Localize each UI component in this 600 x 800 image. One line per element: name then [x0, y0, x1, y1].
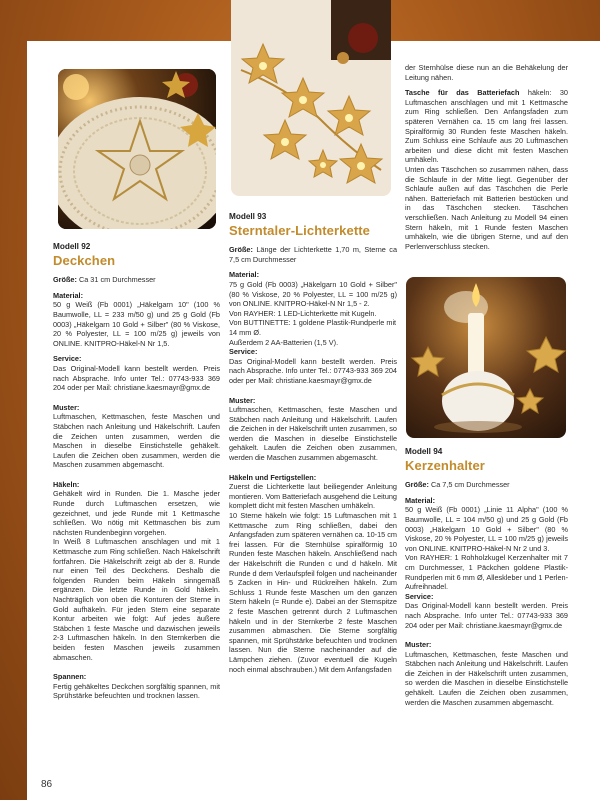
- model-94-material-1: 50 g Weiß (Fb 0001) „Linie 11 Alpha" (100 % Baumwolle, LL = 104 m/50 g) und 25 g Gold (Fb 0003) „Häkelgarn 10 Gold + Silber" (80 % Viskose, 20 % Polyester, LL = 100 m/25 g) jeweils von ONLINE. KNITPRO-Häkel-N Nr 2 und 3.: [405, 505, 568, 553]
- model-92-material: 50 g Weiß (Fb 0001) „Häkelgarn 10" (100 % Baumwolle, LL = 233 m/50 g) und 25 g Gold (Fb 0003) „Häkelgarn 10 Gold + Silber" (80 % Viskose, 20 % Polyester, LL = 100 m/25 g) jeweils von ONLINE. KNITPRO-Häkel-N Nr 1,5.: [53, 300, 220, 348]
- model-93-size: Größe: Länge der Lichterkette 1,70 m, Sterne ca 7,5 cm Durchmesser: [229, 245, 397, 264]
- model-92-haekeln-label: Häkeln:: [53, 479, 80, 489]
- model-92-material-label: Material:: [53, 290, 84, 300]
- column-model-94-body: [405, 447, 568, 713]
- col3-tasche-2: Unten das Täschchen so zusammen nähen, dass die Schlaufe in der Mitte liegt. Gegenüber der Schlaufe außen auf das Täschchen die Perle nähen. Batteriefach mit Batterien bestücken und in das Täschchen stecken. Täschchen verschließen. Nach Anleitung zu Modell 94 einen Stern häkeln, mit 1 Runde festen Maschen umhäkeln, wie die übrigen Sterne, und auf den Perlenverschluss stecken.: [405, 164, 568, 251]
- model-93-fertig-2: 10 Sterne häkeln wie folgt: 15 Luftmaschen mit 1 Kettmasche zum Ring schließen, dabei den Anfangsfaden zum späteren vernähen ca. 10-15 cm frei lassen. Für die Sternhülse spiralförmig 10 Runden feste Maschen häkeln. Anschließend nach der Häkelschrift die Runden c und d häkeln. Mit Runde d dem Verlaufspfeil folgen und nacheinander 5 Zacken in Hin- und Rückreihen häkeln. Zum Schluss 1 Runde feste Maschen um den ganzen Stern häkeln (= Runde e). Dabei an der Sternspitze 2 feste Maschen getrennt durch 2 Luftmaschen häkeln und in der Sternkerbe 2 feste Maschen zusammen abmaschen. Die Sterne sorgfältig spannen, mit Sprühstärke befeuchten und trocknen lassen. Nun die Sterne nacheinander auf die Lämpchen ziehen. (Zuvor eventuell die Kugeln noch einmal abschrauben.) Mit dem Anfangsfaden: [229, 511, 397, 674]
- model-93-title: Sterntaler-Lichterkette: [229, 222, 371, 238]
- model-93-service: Das Original-Modell kann bestellt werden. Preis nach Absprache. Info unter Tel.: 07743-933 369 204 oder per Mail: christiane.kaesmayr@gmx.de: [229, 356, 397, 385]
- page-number: 86: [41, 779, 53, 790]
- model-94-service-label: Service:: [405, 591, 434, 601]
- model-94-material-label: Material:: [405, 495, 436, 505]
- model-92-spannen-label: Spannen:: [53, 672, 87, 682]
- model-94-size: Größe: Ca 7,5 cm Durchmesser: [405, 480, 510, 490]
- candle-photo: [406, 277, 566, 438]
- model-93-label: Modell 93: [229, 212, 267, 221]
- model-92-haekeln-2: In Weiß 8 Luftmaschen anschlagen und mit 1 Kettmasche zum Ring schließen. Nach Häkelschrift fortfahren. Die Häkelschrift zeigt ab der 8. Runde nur einen Teil des Deckchens. Deshalb die folgenden Runden beim Häkeln sinngemäß ergänzen. Die letzte Runde in Gold häkeln. Nachträglich von oben die Konturen der Sterne in Gold aufhäkeln. Für jeden Stern eine separate Kontur arbeiten wie folgt: Auf jedes äußere Stäbchen 1 feste Masche und dazwischen jeweils 2-3 Luftmaschen häkeln. In den Sternkerben die beiden festen Maschen jeweils zusammen abmaschen.: [53, 537, 220, 662]
- site-watermark: PassionForum.ru: [516, 783, 596, 795]
- model-94-title: Kerzenhalter: [405, 457, 485, 473]
- candle-image: [406, 277, 566, 438]
- col3-continuation: der Sternhülse diese nun an die Behäkelung der Leitung nähen.: [405, 63, 568, 82]
- doily-photo: [58, 69, 216, 229]
- model-93-material-3: Von BUTTINETTE: 1 goldene Plastik-Rundperle mit 14 mm Ø.: [229, 318, 397, 337]
- column-model-92: [53, 242, 220, 707]
- model-93-service-label: Service:: [229, 347, 258, 357]
- model-92-muster: Luftmaschen, Kettmaschen, feste Maschen und Stäbchen nach Anleitung und Häkelschrift. Laufen die Zeichen unten zusammen, werden die Maschen in dieselbe Einstichstelle gehäkelt. Laufen die Zeichen oben zusammen, werden die Maschen zusammen abgemascht.: [53, 412, 220, 470]
- model-92-label: Modell 92: [53, 242, 91, 251]
- garland-photo: [231, 0, 391, 196]
- model-93-material-4: Außerdem 2 AA-Batterien (1,5 V).: [229, 337, 339, 347]
- model-93-material-1: 75 g Gold (Fb 0003) „Häkelgarn 10 Gold + Silber" (80 % Viskose, 20 % Polyester, LL = 100 m/25 g) von ONLINE. KNITPRO-Häkel-N Nr 1,5 - 2.: [229, 279, 397, 309]
- model-92-spannen: Fertig gehäkeltes Deckchen sorgfältig spannen, mit Sprühstärke befeuchten und trocknen lassen.: [53, 681, 220, 701]
- model-94-material-2: Von RAYHER: 1 Rohholzkugel Kerzenhalter mit 7 cm Durchmesser, 1 Päckchen goldene Plastik-Rundperlen mit 6 mm Ø, Alleskleber und 1 Perlen-Aufreihnadel.: [405, 553, 568, 592]
- model-92-size: Größe: Ca 31 cm Durchmesser: [53, 275, 156, 285]
- garland-image: [231, 0, 391, 196]
- model-94-muster: Luftmaschen, Kettmaschen, feste Maschen und Stäbchen nach Anleitung und Häkelschrift. Laufen die Zeichen in der Häkelschrift unten zusammen, so werden die Maschen in dieselbe Einstichstelle gehäkelt. Laufen die Zeichen oben zusammen, werden die Maschen zusammen abgemascht.: [405, 649, 568, 707]
- model-94-label: Modell 94: [405, 447, 443, 456]
- model-92-title: Deckchen: [53, 252, 116, 268]
- model-92-haekeln-1: Gehäkelt wird in Runden. Die 1. Masche jeder Runde durch Luftmaschen ersetzen, wie gezeichnet, und jede Runde mit 1 Kettmasche schließen. Wo nötig mit Kettmaschen bis zum nächsten Rundenbeginn vorgehen.: [53, 489, 220, 537]
- model-93-fertig-1: Zuerst die Lichterkette laut beiliegender Anleitung montieren. Vom Batteriefach ausgehend die Leitung komplett dicht mit festen Maschen umhäkeln.: [229, 482, 397, 511]
- col3-tasche: Tasche für das Batteriefach häkeln: 30 Luftmaschen anschlagen und mit 1 Kettmasche zum Ring schließen. Den Anfangsfaden zum späteren Vernähen ca. 15 cm lang frei lassen. Spiralförmig 30 Runden feste Maschen häkeln. Zum Schluss eine Schlaufe aus 20 Luftmaschen arbeiten und diese dicht mit festen Maschen umhäkeln.: [405, 88, 568, 165]
- model-92-muster-label: Muster:: [53, 402, 80, 412]
- model-93-material-2: Von RAYHER: 1 LED-Lichterkette mit Kugeln.: [229, 308, 377, 318]
- model-94-service: Das Original-Modell kann bestellt werden. Preis nach Absprache. Info unter Tel.: 07743-933 369 204 oder per Mail: christiane.kaesmayr@gmx.de: [405, 601, 568, 630]
- doily-image: [58, 69, 216, 229]
- magazine-page: [27, 41, 600, 800]
- model-93-fertig-label: Häkeln und Fertigstellen:: [229, 472, 317, 482]
- model-92-service-label: Service:: [53, 354, 82, 364]
- column-model-93: [229, 212, 397, 680]
- column-model-94: [405, 63, 568, 257]
- model-92-service: Das Original-Modell kann bestellt werden. Preis nach Absprache. Info unter Tel.: 07743-933 369 204 oder per Mail: christiane.kaesmayr@gmx.de: [53, 363, 220, 393]
- model-93-material-label: Material:: [229, 270, 260, 280]
- model-94-muster-label: Muster:: [405, 640, 432, 650]
- model-93-muster-label: Muster:: [229, 395, 256, 405]
- model-93-muster: Luftmaschen, Kettmaschen, feste Maschen und Stäbchen nach Anleitung und Häkelschrift. Laufen die Zeichen in der Häkelschrift unten zusammen, so werden die Maschen in dieselbe Einstichstelle gehäkelt. Laufen die Zeichen oben zusammen, werden die Maschen zusammen abgemascht.: [229, 405, 397, 463]
